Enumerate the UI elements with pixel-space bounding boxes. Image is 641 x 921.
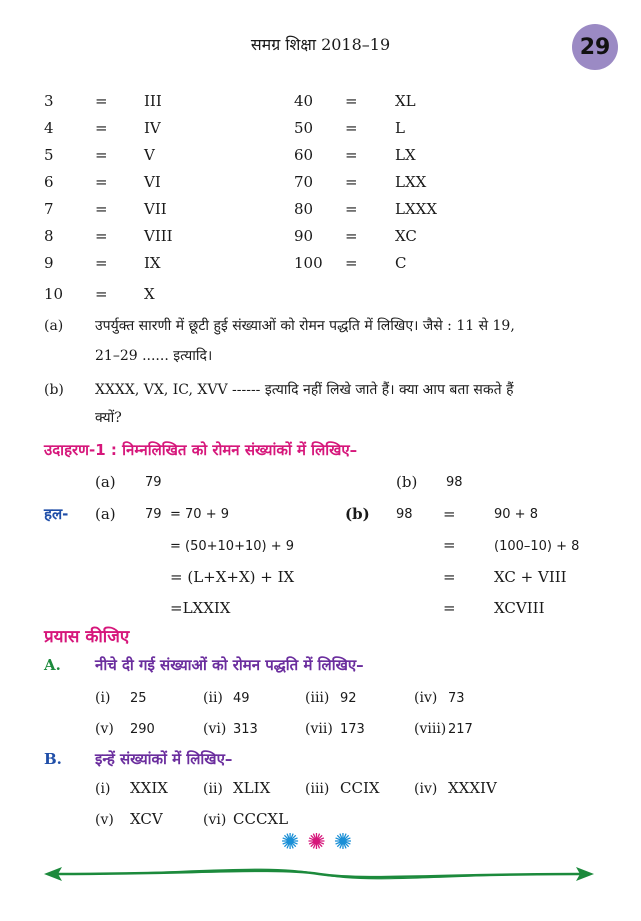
example-a-label: (a) [95,473,116,491]
item-label: (iv) [414,690,438,706]
table-number: 3 [44,92,54,110]
page-header-title: समग्र शिक्षा 2018–19 [250,35,391,54]
table-number: 90 [294,227,314,245]
star-icon: ✺ [280,830,308,855]
item-value: 217 [448,722,473,737]
solution-b-equals: = [443,505,456,523]
solution-b-equals: = [443,536,456,554]
solution-a-line2: = (50+10+10) + 9 [170,539,295,554]
star-icon: ✺ [307,830,334,855]
item-label: (i) [95,690,111,706]
table-roman: LXX [395,173,427,191]
item-label: (viii) [414,721,447,737]
table-equals: = [95,146,108,164]
item-label: (iii) [305,781,330,797]
item-label: (vii) [305,721,333,737]
practice-b-text: इन्हें संख्यांकों में लिखिए– [95,750,233,768]
item-label: (vi) [203,721,227,737]
star-icon: ✺ [333,830,361,855]
question-a-label: (a) [44,318,64,334]
item-value: CCCXL [233,810,289,828]
question-b-line2: क्यों? [95,410,122,426]
table-equals: = [345,173,358,191]
table-number: 60 [294,146,314,164]
table-number: 10 [44,285,64,303]
table-number: 50 [294,119,314,137]
item-label: (iv) [414,781,438,797]
item-value: 313 [233,722,258,737]
table-roman: IX [144,254,161,272]
table-roman: C [395,254,407,272]
table-equals: = [345,254,358,272]
item-value: XXXIV [448,779,497,797]
item-value: 73 [448,691,465,706]
table-number: 6 [44,173,54,191]
table-equals: = [345,200,358,218]
item-value: 92 [340,691,357,706]
table-number: 4 [44,119,54,137]
item-value: 25 [130,691,147,706]
item-label: (vi) [203,812,227,828]
practice-a-label: A. [44,656,61,674]
question-a-line2: 21–29 ...... इत्यादि। [95,348,213,364]
table-roman: XL [395,92,416,110]
example-b-value: 98 [446,475,463,490]
table-roman: VII [144,200,167,218]
table-equals: = [95,119,108,137]
table-roman: V [144,146,155,164]
question-b-label: (b) [44,382,64,398]
decorative-stars [0,830,641,855]
solution-b-line4: XCVIII [494,599,545,617]
solution-b-label: (b) [345,505,370,523]
table-roman: LXXX [395,200,437,218]
table-roman: VI [144,173,161,191]
item-value: 290 [130,722,155,737]
solution-a-line1: = 70 + 9 [170,507,229,522]
table-equals: = [95,227,108,245]
example-a-value: 79 [145,475,162,490]
table-number: 8 [44,227,54,245]
item-label: (iii) [305,690,330,706]
item-label: (v) [95,721,114,737]
item-label: (ii) [203,690,223,706]
table-equals: = [95,200,108,218]
solution-a-number: 79 [145,507,162,522]
table-roman: LX [395,146,416,164]
table-number: 7 [44,200,54,218]
table-number: 70 [294,173,314,191]
table-roman: XC [395,227,417,245]
table-number: 9 [44,254,54,272]
question-a-line1: उपर्युक्त सारणी में छूटी हुई संख्याओं को रोमन पद्धति में लिखिए। जैसे : 11 से 19, [95,318,515,334]
solution-b-number: 98 [396,507,413,522]
solution-b-line2: (100–10) + 8 [494,539,580,554]
example-b-label: (b) [396,473,418,491]
table-roman: L [395,119,405,137]
table-equals: = [95,254,108,272]
table-equals: = [95,285,108,303]
item-label: (i) [95,781,111,797]
practice-b-label: B. [44,750,62,768]
solution-label: हल- [44,505,69,523]
table-equals: = [345,227,358,245]
table-roman: VIII [144,227,173,245]
table-equals: = [345,119,358,137]
item-value: XXIX [130,779,168,797]
solution-b-line1: 90 + 8 [494,507,538,522]
item-label: (ii) [203,781,223,797]
table-equals: = [345,146,358,164]
page-number-badge: 29 [572,24,618,70]
solution-a-line3: = (L+X+X) + IX [170,568,295,586]
item-label: (v) [95,812,114,828]
solution-a-line4: =LXXIX [170,599,231,617]
solution-b-equals: = [443,599,456,617]
solution-b-line3: XC + VIII [494,568,567,586]
table-number: 5 [44,146,54,164]
item-value: XLIX [233,779,271,797]
example-heading: उदाहरण-1 : निम्नलिखित को रोमन संख्यांकों में लिखिए– [44,441,358,459]
question-b-line1: XXXX, VX, IC, XVV ------ इत्यादि नहीं लिखे जाते हैं। क्या आप बता सकते हैं [95,382,514,398]
practice-heading: प्रयास कीजिए [44,627,130,647]
item-value: CCIX [340,779,380,797]
table-number: 40 [294,92,314,110]
table-equals: = [95,173,108,191]
table-number: 80 [294,200,314,218]
table-equals: = [95,92,108,110]
table-roman: IV [144,119,161,137]
item-value: 49 [233,691,250,706]
item-value: XCV [130,810,163,828]
table-roman: X [144,285,155,303]
practice-a-text: नीचे दी गई संख्याओं को रोमन पद्धति में लिखिए– [95,656,364,674]
table-equals: = [345,92,358,110]
table-roman: III [144,92,162,110]
item-value: 173 [340,722,365,737]
decorative-divider [44,863,594,885]
table-number: 100 [294,254,323,272]
solution-a-label: (a) [95,505,116,523]
solution-b-equals: = [443,568,456,586]
